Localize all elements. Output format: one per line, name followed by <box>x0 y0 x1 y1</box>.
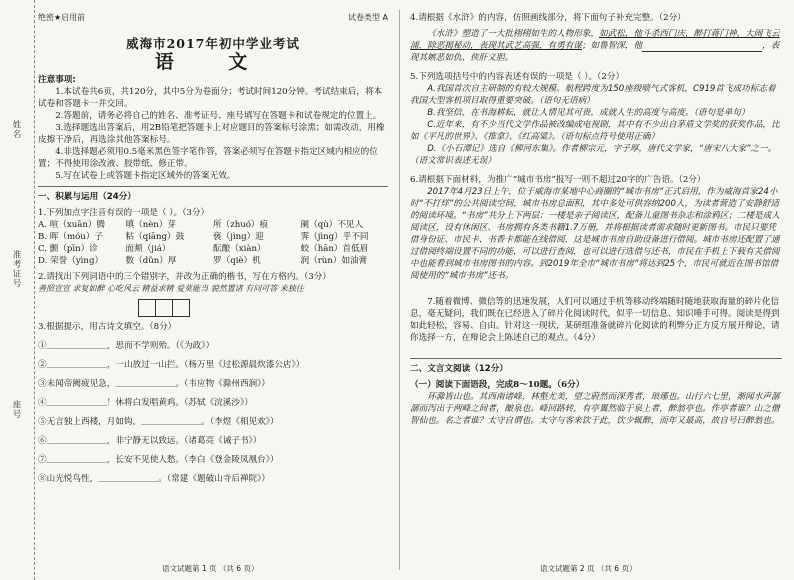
q5-stem: 5.下列选项括号中的内容表述有误的一项是（ ）。（2分） <box>410 72 625 82</box>
section1-heading: 一、积累与运用（24分） <box>38 192 136 202</box>
q1-option-row <box>38 255 388 267</box>
notice-heading: 注意事项: <box>38 75 76 85</box>
header-row <box>38 12 388 24</box>
q1-option-a: 所（zhuó）痕 <box>213 220 269 230</box>
q4-text-mid: ；如鲁智深，他 <box>581 41 643 51</box>
q4-stem: 4.请根据《水浒》的内容，仿照画线部分，将下面句子补充完整。（2分） <box>410 13 686 23</box>
q1-stem: 1.下列加点字注音有误的一项是（ ）。（3分） <box>38 208 210 218</box>
q1-option-c: C. 颤（pīn）诊 <box>38 244 98 254</box>
paper-type-label: 试卷类型 A <box>347 13 388 22</box>
q1-option-c: 面颊（jiá） <box>125 244 171 254</box>
q3-line: ⑥＿＿＿＿＿＿＿，非宁静无以致远。（诸葛亮《诫子书》） <box>38 436 262 446</box>
notice-item: 1.本试卷共6页，共120分，其中5分为卷面分；考试时间120分钟。考试结束后，将本试卷和答题卡一并交回。 <box>38 87 383 109</box>
q3-line: ⑦＿＿＿＿＿＿＿，长安不见使人愁。（李白《登金陵凤凰台》） <box>38 455 279 465</box>
q1-option-b: 霁（jìng）乎不同 <box>300 232 369 242</box>
footer-right: 语文试题第 2 页 （共 6 页） <box>540 564 637 573</box>
q7-answer-space[interactable] <box>410 344 782 354</box>
q3-line: ①＿＿＿＿＿＿＿，思而不学则殆。（《为政》） <box>38 341 215 351</box>
subject-title: 语 文 <box>154 51 272 73</box>
q1-option-d: 罗（qiè）机 <box>213 256 261 266</box>
q6-answer-space[interactable] <box>410 282 782 296</box>
q3-line: ⑤无言独上西楼，月如钩，＿＿＿＿＿＿＿。（李煜《相见欢》） <box>38 417 279 427</box>
q1-option-d: 数（dǔn）厚 <box>125 256 177 266</box>
notice-item: 3.选择题选出答案后，用2B铅笔把答题卡上对应题目的答案标号涂黑；如需改动，用橡皮擦干净后，再选涂其他答案标号。 <box>38 123 385 145</box>
q2-words: 善照宣宣 求复如醉 心吃风云 精益求精 爱莫能当 貌然置诸 有问可答 来独往 <box>38 284 304 293</box>
q1-option-c: 酝酿（xiàn） <box>213 244 266 254</box>
exam-title: 威海市2017年初中学业考试 <box>126 36 300 51</box>
q1-option-d: 润（rùn）如油膏 <box>300 256 368 266</box>
q1-option-a: 阑（qù）不见人 <box>300 220 364 230</box>
q3-line: ④＿＿＿＿＿＿＿！休将白发唱黄鸡。（苏轼《浣溪沙》） <box>38 398 253 408</box>
answer-box[interactable] <box>138 299 156 317</box>
q3-line: ⑧山光悦鸟性，＿＿＿＿＿＿＿。（常建《题破山寺后禅院》） <box>38 474 271 484</box>
footer-left: 语文试题第 1 页 （共 6 页） <box>162 564 259 573</box>
q2-stem: 2.请找出下列词语中的三个错别字，并改为正确的楷书，写在方格内。（3分） <box>38 272 331 282</box>
notice-item: 4.非选择题必须用0.5毫米黑色签字笔作答，答案必须写在答题卡指定区域内相应的位置；不得使用涂改液、胶带纸、修正带。 <box>38 147 378 169</box>
q1-option-row <box>38 243 388 255</box>
notice-item: 5.写在试卷上或答题卡指定区域外的答案无效。 <box>55 171 236 181</box>
q4-underlined-example: 如武松，他斗杀西门庆，醉打蒋门神，大闹飞云浦，除恶揭秘动，表现其武艺高强，有勇有谋 <box>410 29 780 51</box>
binding-margin <box>0 0 35 580</box>
q3-line: ③未闻帝阙疲见急，＿＿＿＿＿＿＿。（韦应物《滁州西涧》） <box>38 379 271 389</box>
answer-box[interactable] <box>172 299 190 317</box>
q7-stem: 7.随着微博、微信等的迅速发展，人们可以通过手机等移动终端随时随地获取海量的碎片化信息，毫无疑问，我们既在已经进入了碎片化阅读时代，似乎一切信息、知识唾手可得。阅读是得到如此轻松，容易、自由。针对这一现状，某研组准备就碎片化阅读的利弊分正方反方展开辩论，请你选择一方，在辩论会上陈述自己的观点。（4分） <box>410 297 780 343</box>
q4-text-end: ，表现其嫉恶如仇、侠肝义胆。 <box>410 41 780 63</box>
q6-paragraph: 2017年4月23日上午，位于威海市某地中心商圈的“城市书房”正式启用，作为威海首家24小时“不打烊”的公共阅读空间，城市书房总面积，其中多处可供容纳200人，为读者营造了安静舒适的阅读环境。“书房”共分上下两层：一楼是亲子阅读区，配备儿童图书杂志和涂鸦区；二楼是成人阅读区，设有休闲区、书房拥有各类书籍1.7万册，并将根据读者需求随时更新图书。市民只要凭借身份证、市民卡、书香卡都能在线借阅，这是城市书房自助设备进行借阅。城市书房还配置了通过借阅终端设置不同的功能，可以进行查阅，也可以进行选借与还书，市民在手机上下载有关借阅中也能看到城市书房图书的内容。到2019年全市“城市书房”将达到25个，市民可就近在图书馆借阅使用的“城市书房”还书。 <box>410 187 780 281</box>
section2-heading: 二、文言文阅读（12分） <box>410 364 508 374</box>
page-divider <box>399 10 400 570</box>
q5-option-d: D.《小石潭记》选自《柳河东集》。作者柳宗元，字子厚，唐代文学家，“唐宋八大家”之一。（语文常识表述无误） <box>410 144 777 166</box>
q4-text <box>410 28 782 64</box>
q1-option-b: 粘（qiāng）鼓 <box>125 232 185 242</box>
notice-item: 2.答题前，请务必将自己的姓名、准考证号、座号填写在答题卡和试卷规定的位置上。 <box>55 111 382 121</box>
q5-option-c: C.近年来，有不少当代文学作品被改编成电视剧，其中有不少出自茅盾文学奖的获奖作品，比如《平凡的世界》、《推拿》、《红高粱》。（语句标点符号使用正确） <box>410 120 780 142</box>
q2-answer-grid[interactable] <box>138 299 388 317</box>
q4-text-lead: 《水浒》塑造了一大批栩栩如生的人物形象， <box>427 29 600 39</box>
q1-option-a: A. 喧（xuān）腾 <box>38 220 106 230</box>
q1-option-b: 亵（jìng）迎 <box>213 232 264 242</box>
q1-option-d: D. 荣誉（yìng） <box>38 256 104 266</box>
secret-label: 绝密★启用前 <box>38 13 86 22</box>
binding-label-seat: 座号 <box>11 400 21 419</box>
q3-stem: 3.根据提示，用古诗文填空。（8分） <box>38 322 177 332</box>
q5-option-b: B.我坚信，在书海耕耘，就让人情见其可贵，成就人生的高度与高度。（语句是单句） <box>427 108 750 118</box>
answer-box[interactable] <box>155 299 173 317</box>
q3-line: ②＿＿＿＿＿＿＿，一山放过一山拦。（杨万里《过松源晨炊漆公店》） <box>38 360 305 370</box>
notice-block <box>38 74 388 182</box>
q5-option-a: A.我国首次自主研制的有较大规模、航程跨度为150座级喷气式客机，C919首飞成功标志着我国大型客机项目取得重要突破。（语句无语病） <box>410 84 776 106</box>
classical-passage: 环滁皆山也。其西南诸峰，林壑尤美，望之蔚然而深秀者，琅琊也。山行六七里，渐闻水声潺潺而泻出于两峰之间者，酿泉也。峰回路转，有亭翼然临于泉上者，醉翁亭也。作亭者谁？山之僧智仙也。名之者谁？太守自谓也。太守与客来饮于此，饮少辄醉，而年又最高，故自号曰醉翁也。 <box>410 392 780 426</box>
q1-option-b: B. 晖（móu）子 <box>38 232 104 242</box>
left-page <box>38 12 388 485</box>
q1-option-c: 蛟（hān）首低眉 <box>300 244 369 254</box>
q4-blank[interactable] <box>642 42 762 52</box>
q1-option-row <box>38 219 388 231</box>
right-page <box>410 12 782 427</box>
q1-option-row <box>38 231 388 243</box>
binding-label-name: 姓名 <box>11 120 21 139</box>
q6-stem: 6.请根据下面材料，为推广“城市书房”报写一则不超过20字的广告语。（2分） <box>410 175 706 185</box>
section-divider <box>38 186 388 187</box>
section-divider <box>410 358 782 359</box>
q1-option-a: 嗔（nèn）芽 <box>125 220 177 230</box>
binding-label-exam-number: 准考证号 <box>11 250 21 288</box>
section2-subheading: （一）阅读下面语段，完成8～10题。（6分） <box>410 380 585 390</box>
